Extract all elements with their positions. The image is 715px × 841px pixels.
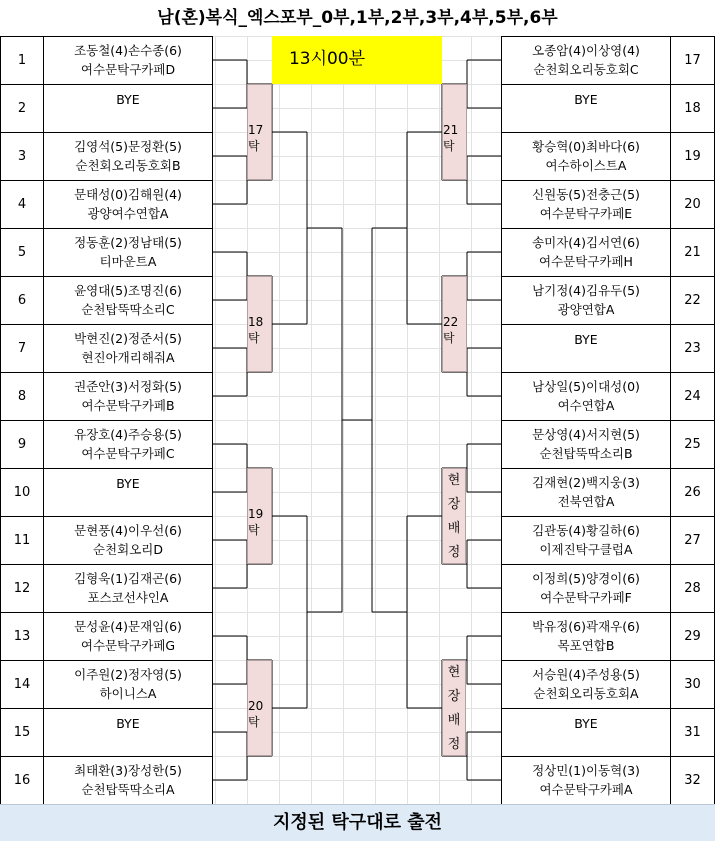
team-players: BYE xyxy=(574,716,598,731)
team-club: 순천탑뚝딱소리C xyxy=(81,302,175,317)
left-team-entry xyxy=(43,708,213,757)
right-team-entry xyxy=(501,516,671,565)
team-players: 유장호(4)주승용(5) xyxy=(74,427,182,442)
table-label-19 xyxy=(247,468,272,564)
team-players: 문태성(0)김해원(4) xyxy=(74,187,182,202)
team-club: 광양여수연합A xyxy=(87,206,169,221)
left-seed-number: 12 xyxy=(0,564,44,613)
team-club: 순천회오리동호회B xyxy=(75,158,181,173)
left-seed-number: 13 xyxy=(0,612,44,661)
left-team-entry xyxy=(43,468,213,517)
team-club: 현진아개리해줘A xyxy=(81,350,175,365)
team-players: 문현풍(4)이우선(6) xyxy=(74,523,182,538)
team-players: 정상민(1)이동혁(3) xyxy=(532,763,640,778)
left-team-entry xyxy=(43,612,213,661)
team-players: BYE xyxy=(574,92,598,107)
team-club: 여수문탁구카페B xyxy=(81,398,175,413)
right-team-entry xyxy=(501,564,671,613)
team-players: 권준안(3)서정화(5) xyxy=(74,379,182,394)
right-seed-number: 23 xyxy=(670,324,715,373)
left-seed-number: 6 xyxy=(0,276,44,325)
right-seed-number: 17 xyxy=(670,36,715,85)
team-club: 포스코선샤인A xyxy=(87,590,169,605)
right-seed-number: 31 xyxy=(670,708,715,757)
right-team-entry xyxy=(501,708,671,757)
table-label-17 xyxy=(247,84,272,180)
table-label-18 xyxy=(247,276,272,372)
team-players: 최태환(3)장성한(5) xyxy=(74,763,182,778)
onsite-b-char: 정 xyxy=(447,737,461,752)
left-seed-number: 7 xyxy=(0,324,44,373)
right-seed-number: 24 xyxy=(670,372,715,421)
onsite-b-char: 현 xyxy=(447,665,461,680)
team-players: 김형욱(1)김재곤(6) xyxy=(74,571,182,586)
onsite-a-char: 배 xyxy=(447,521,461,536)
table-label-21 xyxy=(442,84,467,180)
right-team-entry xyxy=(501,36,671,85)
table-label-20 xyxy=(247,660,272,756)
right-seed-number: 30 xyxy=(670,660,715,709)
left-team-entry xyxy=(43,276,213,325)
team-players: BYE xyxy=(116,716,140,731)
table-label-22-text: 22탁 xyxy=(443,315,459,345)
team-players: 문상영(4)서지현(5) xyxy=(532,427,640,442)
left-team-entry xyxy=(43,660,213,709)
left-seed-number: 11 xyxy=(0,516,44,565)
left-team-entry xyxy=(43,324,213,373)
team-players: 김관동(4)황길하(6) xyxy=(532,523,640,538)
right-seed-number: 29 xyxy=(670,612,715,661)
team-club: 순천탑뚝딱소리A xyxy=(81,782,175,797)
onsite-a-char: 장 xyxy=(447,497,461,512)
right-seed-number: 18 xyxy=(670,84,715,133)
time-badge xyxy=(272,36,442,84)
left-team-entry xyxy=(43,564,213,613)
team-club: 여수문탁구카페D xyxy=(80,62,176,77)
right-seed-number: 28 xyxy=(670,564,715,613)
team-club: 광양연합A xyxy=(557,302,615,317)
left-team-entry xyxy=(43,228,213,277)
team-players: 박유정(6)곽재우(6) xyxy=(532,619,640,634)
left-team-entry xyxy=(43,132,213,181)
left-team-entry xyxy=(43,516,213,565)
team-players: 남상일(5)이대성(0) xyxy=(532,379,640,394)
right-team-entry xyxy=(501,372,671,421)
right-team-entry xyxy=(501,228,671,277)
left-seed-number: 5 xyxy=(0,228,44,277)
right-team-entry xyxy=(501,660,671,709)
left-seed-number: 9 xyxy=(0,420,44,469)
left-seed-number: 2 xyxy=(0,84,44,133)
onsite-a-char: 정 xyxy=(447,545,461,560)
table-label-20-text: 20탁 xyxy=(248,699,264,729)
team-club: 여수문탁구카페G xyxy=(80,638,176,653)
team-club: 전북연합A xyxy=(557,494,615,509)
right-team-entry xyxy=(501,420,671,469)
team-club: 여수문탁구카페F xyxy=(540,590,632,605)
right-seed-number: 25 xyxy=(670,420,715,469)
right-team-entry xyxy=(501,132,671,181)
team-players: 이정희(5)양경이(6) xyxy=(532,571,640,586)
team-club: 순천탑뚝딱소리B xyxy=(539,446,633,461)
team-players: 김재현(2)백지웅(3) xyxy=(532,475,640,490)
right-seed-number: 26 xyxy=(670,468,715,517)
team-club: 여수연합A xyxy=(557,398,615,413)
team-players: 송미자(4)김서연(6) xyxy=(532,235,640,250)
onsite-assignment-b xyxy=(442,660,466,756)
team-players: BYE xyxy=(574,332,598,347)
right-seed-number: 22 xyxy=(670,276,715,325)
right-team-entry xyxy=(501,180,671,229)
page-title: 남(혼)복식_엑스포부_0부,1부,2부,3부,4부,5부,6부 xyxy=(0,0,715,36)
onsite-assignment-a xyxy=(442,468,466,564)
left-seed-number: 15 xyxy=(0,708,44,757)
team-club: 순천회오리동호회C xyxy=(533,62,639,77)
team-club: 여수문탁구카페E xyxy=(539,206,633,221)
team-players: 남기정(4)김유두(5) xyxy=(532,283,640,298)
team-club: 티마운트A xyxy=(99,254,157,269)
left-seed-number: 16 xyxy=(0,756,44,805)
right-team-entry xyxy=(501,84,671,133)
team-club: 순천회오리D xyxy=(92,542,163,557)
team-club: 이제진탁구클럽A xyxy=(539,542,633,557)
table-label-22 xyxy=(442,276,467,372)
right-seed-number: 19 xyxy=(670,132,715,181)
team-club: 여수문탁구카페A xyxy=(539,782,633,797)
right-team-entry xyxy=(501,756,671,805)
left-team-entry xyxy=(43,420,213,469)
onsite-b-char: 배 xyxy=(447,713,461,728)
right-seed-number: 27 xyxy=(670,516,715,565)
team-players: 윤영대(5)조명진(6) xyxy=(74,283,182,298)
left-seed-number: 8 xyxy=(0,372,44,421)
left-seed-number: 1 xyxy=(0,36,44,85)
team-club: 순천회오리동호회A xyxy=(533,686,639,701)
time-label: 13시00분 xyxy=(288,49,366,69)
table-label-18-text: 18탁 xyxy=(248,315,264,345)
onsite-b-char: 장 xyxy=(447,689,461,704)
team-club: 여수하이스트A xyxy=(545,158,627,173)
left-seed-number: 3 xyxy=(0,132,44,181)
team-club: 여수문탁구카페H xyxy=(539,254,633,269)
footer-note: 지정된 탁구대로 출전 xyxy=(0,804,715,841)
right-seed-number: 32 xyxy=(670,756,715,805)
team-players: 서승원(4)주성용(5) xyxy=(532,667,640,682)
table-label-21-text: 21탁 xyxy=(443,123,459,153)
team-players: 황승혁(0)최바다(6) xyxy=(532,139,640,154)
team-players: 정동훈(2)정남태(5) xyxy=(74,235,182,250)
left-seed-number: 10 xyxy=(0,468,44,517)
left-team-entry xyxy=(43,756,213,805)
right-seed-number: 20 xyxy=(670,180,715,229)
left-seed-number: 14 xyxy=(0,660,44,709)
team-players: BYE xyxy=(116,92,140,107)
left-seed-number: 4 xyxy=(0,180,44,229)
onsite-a-char: 현 xyxy=(447,473,461,488)
right-team-entry xyxy=(501,276,671,325)
team-players: BYE xyxy=(116,476,140,491)
team-club: 여수문탁구카페C xyxy=(81,446,175,461)
left-team-entry xyxy=(43,180,213,229)
right-seed-number: 21 xyxy=(670,228,715,277)
table-label-19-text: 19탁 xyxy=(248,507,264,537)
left-team-entry xyxy=(43,84,213,133)
table-label-17-text: 17탁 xyxy=(248,123,264,153)
team-club: 하이니스A xyxy=(99,686,157,701)
left-team-entry xyxy=(43,372,213,421)
right-team-entry xyxy=(501,468,671,517)
team-players: 오종암(4)이상영(4) xyxy=(532,43,640,58)
team-players: 문성윤(4)문재임(6) xyxy=(74,619,182,634)
team-players: 김영석(5)문정환(5) xyxy=(74,139,182,154)
team-players: 박현진(2)정준서(5) xyxy=(74,331,182,346)
team-players: 신원동(5)전충근(5) xyxy=(532,187,640,202)
team-players: 이주원(2)정자영(5) xyxy=(74,667,182,682)
team-players: 조동철(4)손수종(6) xyxy=(74,43,182,58)
left-team-entry xyxy=(43,36,213,85)
team-club: 목포연합B xyxy=(557,638,615,653)
right-team-entry xyxy=(501,324,671,373)
right-team-entry xyxy=(501,612,671,661)
